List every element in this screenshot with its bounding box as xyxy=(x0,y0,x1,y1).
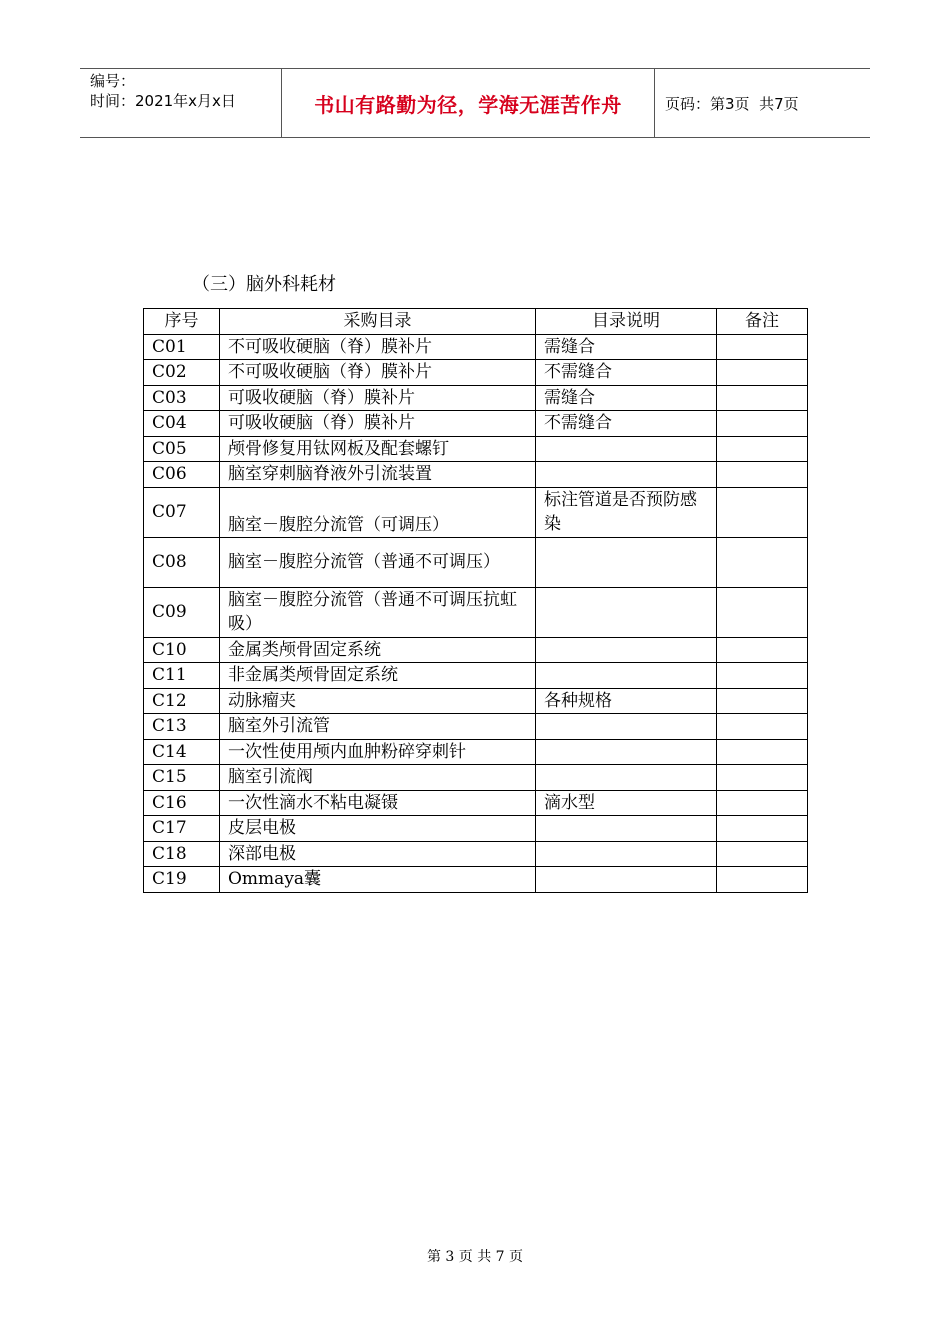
row-code: C03 xyxy=(144,385,220,411)
row-desc: 标注管道是否预防感染 xyxy=(536,487,717,537)
row-code: C06 xyxy=(144,462,220,488)
row-desc: 需缝合 xyxy=(536,385,717,411)
row-code: C18 xyxy=(144,841,220,867)
table-row xyxy=(144,841,808,867)
row-code: C17 xyxy=(144,816,220,842)
table-row xyxy=(144,462,808,488)
row-note xyxy=(717,714,808,740)
table-row xyxy=(144,765,808,791)
row-note xyxy=(717,587,808,637)
header-number-label: 编号： xyxy=(90,72,136,90)
row-code: C07 xyxy=(144,487,220,537)
row-code: C12 xyxy=(144,688,220,714)
table-row xyxy=(144,714,808,740)
row-item: 可吸收硬脑（脊）膜补片 xyxy=(220,385,536,411)
row-item: Ommaya囊 xyxy=(220,867,536,893)
row-note xyxy=(717,487,808,537)
row-code: C15 xyxy=(144,765,220,791)
row-desc xyxy=(536,739,717,765)
row-item: 非金属类颅骨固定系统 xyxy=(220,663,536,689)
header-cell-note: 备注 xyxy=(717,309,808,335)
row-item: 一次性滴水不粘电凝镊 xyxy=(220,790,536,816)
row-code: C16 xyxy=(144,790,220,816)
table-row xyxy=(144,537,808,587)
table-row xyxy=(144,816,808,842)
row-desc xyxy=(536,765,717,791)
table-row xyxy=(144,663,808,689)
row-note xyxy=(717,385,808,411)
row-desc: 不需缝合 xyxy=(536,411,717,437)
row-code: C10 xyxy=(144,637,220,663)
row-item: 皮层电极 xyxy=(220,816,536,842)
table-row xyxy=(144,436,808,462)
row-item: 脑室－腹腔分流管（普通不可调压抗虹吸） xyxy=(220,587,536,637)
row-desc xyxy=(536,714,717,740)
row-code: C14 xyxy=(144,739,220,765)
row-item: 动脉瘤夹 xyxy=(220,688,536,714)
row-note xyxy=(717,436,808,462)
row-desc xyxy=(536,436,717,462)
header-page-info-text: 页码：第3页 共7页 xyxy=(665,94,799,113)
table-row xyxy=(144,334,808,360)
row-item: 深部电极 xyxy=(220,841,536,867)
table-row xyxy=(144,411,808,437)
row-desc xyxy=(536,867,717,893)
row-item: 脑室引流阀 xyxy=(220,765,536,791)
row-note xyxy=(717,360,808,386)
row-item: 脑室外引流管 xyxy=(220,714,536,740)
row-item: 金属类颅骨固定系统 xyxy=(220,637,536,663)
row-desc xyxy=(536,841,717,867)
row-note xyxy=(717,765,808,791)
row-desc xyxy=(536,663,717,689)
header-cell-desc: 目录说明 xyxy=(536,309,717,335)
row-code: C01 xyxy=(144,334,220,360)
row-desc xyxy=(536,462,717,488)
table-row xyxy=(144,867,808,893)
row-item: 可吸收硬脑（脊）膜补片 xyxy=(220,411,536,437)
row-note xyxy=(717,411,808,437)
table-header-row xyxy=(144,309,808,335)
row-code: C19 xyxy=(144,867,220,893)
footer-page-text: 第 3 页 共 7 页 xyxy=(426,1249,524,1265)
row-note xyxy=(717,637,808,663)
row-desc xyxy=(536,537,717,587)
row-note xyxy=(717,688,808,714)
table-row xyxy=(144,790,808,816)
row-desc: 需缝合 xyxy=(536,334,717,360)
row-desc: 各种规格 xyxy=(536,688,717,714)
row-item: 不可吸收硬脑（脊）膜补片 xyxy=(220,334,536,360)
row-item: 脑室－腹腔分流管（普通不可调压） xyxy=(220,537,536,587)
row-note xyxy=(717,867,808,893)
table-row xyxy=(144,487,808,537)
row-code: C08 xyxy=(144,537,220,587)
row-item: 脑室穿刺脑脊液外引流装置 xyxy=(220,462,536,488)
header-cell-item: 采购目录 xyxy=(220,309,536,335)
row-code: C11 xyxy=(144,663,220,689)
table-row xyxy=(144,739,808,765)
table-row xyxy=(144,637,808,663)
row-note xyxy=(717,537,808,587)
header-page-info xyxy=(655,69,870,137)
row-desc xyxy=(536,587,717,637)
row-note xyxy=(717,816,808,842)
row-note xyxy=(717,334,808,360)
page-footer xyxy=(0,1246,950,1266)
row-code: C05 xyxy=(144,436,220,462)
table-row xyxy=(144,587,808,637)
row-code: C04 xyxy=(144,411,220,437)
row-code: C13 xyxy=(144,714,220,740)
row-note xyxy=(717,841,808,867)
row-code: C02 xyxy=(144,360,220,386)
row-desc xyxy=(536,816,717,842)
page-header xyxy=(80,68,870,138)
table-row xyxy=(144,385,808,411)
row-item: 颅骨修复用钛网板及配套螺钉 xyxy=(220,436,536,462)
catalog-table xyxy=(143,308,808,893)
row-code: C09 xyxy=(144,587,220,637)
row-desc xyxy=(536,637,717,663)
table-row xyxy=(144,688,808,714)
header-meta xyxy=(80,69,282,137)
header-time-label: 时间：2021年x月x日 xyxy=(90,92,236,110)
header-motto: 书山有路勤为径，学海无涯苦作舟 xyxy=(282,69,655,137)
row-item: 一次性使用颅内血肿粉碎穿刺针 xyxy=(220,739,536,765)
row-item: 不可吸收硬脑（脊）膜补片 xyxy=(220,360,536,386)
section-title: （三）脑外科耗材 xyxy=(192,274,336,295)
row-desc: 滴水型 xyxy=(536,790,717,816)
row-item: 脑室－腹腔分流管（可调压） xyxy=(220,487,536,537)
table-row xyxy=(144,360,808,386)
row-desc: 不需缝合 xyxy=(536,360,717,386)
header-cell-code: 序号 xyxy=(144,309,220,335)
row-note xyxy=(717,739,808,765)
row-note xyxy=(717,462,808,488)
row-note xyxy=(717,663,808,689)
row-note xyxy=(717,790,808,816)
